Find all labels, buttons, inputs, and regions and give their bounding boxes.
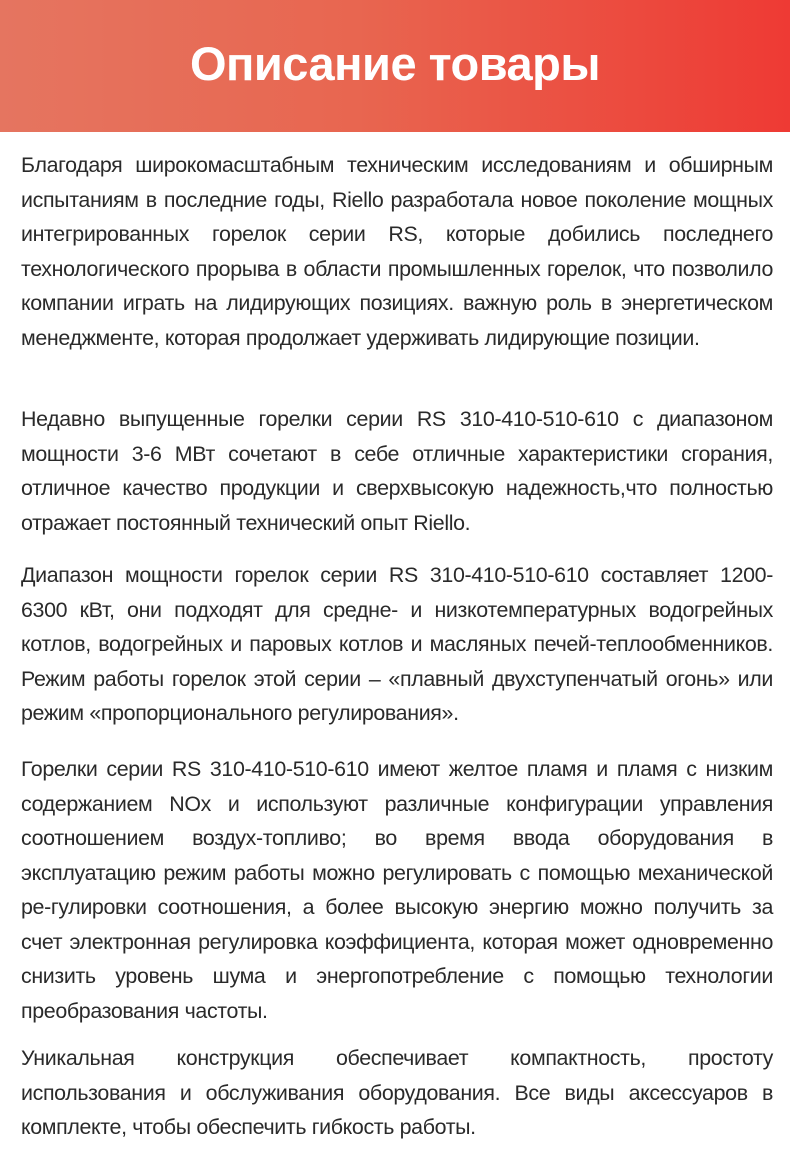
description-paragraph: Уникальная конструкция обеспечивает компактность, простоту использования и обслуживания оборудования. Все виды аксессуаров в комплекте, чтобы обеспечить гибкость работы.	[21, 1046, 773, 1139]
description-paragraph: Недавно выпущенные горелки серии RS 310-410-510-610 с диапазоном мощности 3-6 МВт сочетают в себе отличные характеристики сгорания, отличное качество продукции и сверхвысокую надежность,что полностью отражает постоянный технический опыт Riello.	[21, 407, 773, 535]
description-paragraph: Горелки серии RS 310-410-510-610 имеют желтое пламя и пламя с низким содержанием NOx и используют различные конфигурации управления соотношением воздух-топливо; во время ввода оборудования в эксплуатацию режим работы можно регулировать с помощью механической ре-гулировки соотношения, а более высокую энергию можно получить за счет электронная регулировка коэффициента, которая может одновременно снизить уровень шума и энергопотребление с помощью технологии преобразования частоты.	[21, 757, 773, 1023]
description-paragraph: Благодаря широкомасштабным техническим исследованиям и обширным испытаниям в последние годы, Riello разработала новое поколение мощных интегрированных горелок серии RS, которые добились последнего технологического прорыва в области промышленных горелок, что позволило компании играть на лидирующих позициях. важную роль в энергетическом менеджменте, которая продолжает удерживать лидирующие позиции.	[21, 153, 773, 350]
header-banner	[0, 0, 790, 132]
page-title: Описание товары	[189, 36, 601, 90]
description-paragraph: Диапазон мощности горелок серии RS 310-410-510-610 составляет 1200-6300 кВт, они подходят для средне- и низкотемпературных водогрейных котлов, водогрейных и паровых котлов и масляных печей-теплообменников. Режим работы горелок этой серии – «плавный двухступенчатый огонь» или режим «пропорционального регулирования».	[21, 563, 773, 725]
